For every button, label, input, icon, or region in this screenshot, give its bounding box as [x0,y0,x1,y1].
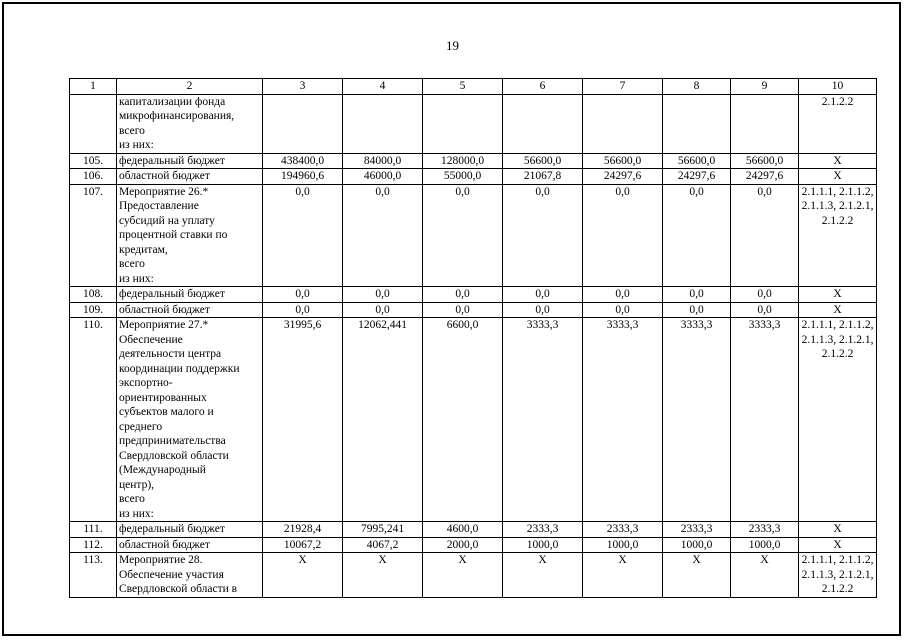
row-number-cell: 113. [70,553,117,598]
value-cell: 0,0 [423,184,503,287]
row-name-cell: федеральный бюджет [117,153,263,169]
ref-cell: 2.1.1.1, 2.1.1.2, 2.1.1.3, 2.1.2.1, 2.1.2.2 [799,318,877,522]
value-cell: X [263,553,343,598]
row-number-cell: 109. [70,302,117,318]
value-cell [731,94,799,153]
header-cell: 6 [503,79,583,95]
value-cell: 56600,0 [583,153,663,169]
value-cell: 2333,3 [583,522,663,538]
row-name-cell: областной бюджет [117,537,263,553]
table-row [70,153,877,169]
value-cell: 3333,3 [503,318,583,522]
header-cell: 5 [423,79,503,95]
value-cell: 0,0 [343,302,423,318]
value-cell: 2333,3 [663,522,731,538]
value-cell: 4067,2 [343,537,423,553]
value-cell: 46000,0 [343,169,423,185]
table-row [70,537,877,553]
value-cell: 0,0 [423,302,503,318]
value-cell: 4600,0 [423,522,503,538]
ref-cell: X [799,302,877,318]
value-cell: 3333,3 [731,318,799,522]
ref-cell: X [799,169,877,185]
row-number-cell: 108. [70,287,117,303]
value-cell: 1000,0 [731,537,799,553]
value-cell: 1000,0 [503,537,583,553]
table-row [70,302,877,318]
value-cell: 0,0 [731,184,799,287]
value-cell: 2333,3 [731,522,799,538]
value-cell: 3333,3 [583,318,663,522]
row-name-cell: областной бюджет [117,302,263,318]
value-cell: 31995,6 [263,318,343,522]
page-number: 19 [446,38,459,53]
value-cell: X [731,553,799,598]
value-cell: 194960,6 [263,169,343,185]
value-cell [343,94,423,153]
budget-table [69,78,877,598]
value-cell: X [583,553,663,598]
value-cell: 21067,8 [503,169,583,185]
value-cell [503,94,583,153]
table-row [70,287,877,303]
value-cell: 12062,441 [343,318,423,522]
value-cell: 0,0 [503,302,583,318]
value-cell: 0,0 [583,184,663,287]
header-cell: 7 [583,79,663,95]
value-cell: 128000,0 [423,153,503,169]
value-cell: 1000,0 [583,537,663,553]
value-cell: 438400,0 [263,153,343,169]
ref-cell: 2.1.1.1, 2.1.1.2, 2.1.1.3, 2.1.2.1, 2.1.2.2 [799,184,877,287]
value-cell: 2333,3 [503,522,583,538]
value-cell: 0,0 [343,184,423,287]
row-number-cell: 110. [70,318,117,522]
ref-cell: X [799,537,877,553]
table-row [70,553,877,598]
value-cell: 56600,0 [503,153,583,169]
value-cell: 0,0 [503,184,583,287]
value-cell: X [343,553,423,598]
table-header-row [70,79,877,95]
row-number-cell: 111. [70,522,117,538]
value-cell: 10067,2 [263,537,343,553]
row-number-cell: 112. [70,537,117,553]
value-cell: 1000,0 [663,537,731,553]
ref-cell: X [799,287,877,303]
table-row [70,522,877,538]
header-cell: 4 [343,79,423,95]
value-cell [663,94,731,153]
header-cell: 9 [731,79,799,95]
value-cell: 0,0 [663,302,731,318]
header-cell: 1 [70,79,117,95]
value-cell: 0,0 [263,302,343,318]
value-cell: X [663,553,731,598]
row-name-cell: Мероприятие 28. Обеспечение участия Свердловской области в [117,553,263,598]
ref-cell: 2.1.2.2 [799,94,877,153]
value-cell: 0,0 [731,287,799,303]
value-cell: 24297,6 [731,169,799,185]
value-cell: 0,0 [503,287,583,303]
ref-cell: X [799,153,877,169]
value-cell: 2000,0 [423,537,503,553]
header-cell: 3 [263,79,343,95]
table-row [70,169,877,185]
value-cell: X [423,553,503,598]
value-cell: 3333,3 [663,318,731,522]
value-cell: X [503,553,583,598]
row-name-cell: областной бюджет [117,169,263,185]
ref-cell: X [799,522,877,538]
header-cell: 8 [663,79,731,95]
row-name-cell: Мероприятие 27.* Обеспечение деятельности центра координации поддержки экспортно- ориентированных субъектов малого и среднего предпринимательства Свердловской области (Международный центр), всего из них: [117,318,263,522]
row-number-cell: 106. [70,169,117,185]
value-cell: 6600,0 [423,318,503,522]
row-number-cell: 105. [70,153,117,169]
value-cell: 7995,241 [343,522,423,538]
value-cell: 0,0 [583,302,663,318]
table-row-continuation [70,94,877,153]
row-name-cell: федеральный бюджет [117,522,263,538]
table-row [70,318,877,522]
value-cell: 24297,6 [663,169,731,185]
value-cell: 21928,4 [263,522,343,538]
ref-cell: 2.1.1.1, 2.1.1.2, 2.1.1.3, 2.1.2.1, 2.1.2.2 [799,553,877,598]
value-cell: 0,0 [343,287,423,303]
value-cell: 0,0 [583,287,663,303]
value-cell: 84000,0 [343,153,423,169]
row-name-cell: Мероприятие 26.* Предоставление субсидий на уплату процентной ставки по кредитам, всего из них: [117,184,263,287]
row-number-cell [70,94,117,153]
row-number-cell: 107. [70,184,117,287]
value-cell: 0,0 [663,287,731,303]
value-cell [583,94,663,153]
value-cell: 56600,0 [663,153,731,169]
row-name-cell: капитализации фонда микрофинансирования, всего из них: [117,94,263,153]
value-cell [263,94,343,153]
value-cell: 0,0 [263,184,343,287]
value-cell: 56600,0 [731,153,799,169]
header-cell: 10 [799,79,877,95]
value-cell: 0,0 [731,302,799,318]
value-cell: 0,0 [263,287,343,303]
value-cell: 0,0 [663,184,731,287]
row-name-cell: федеральный бюджет [117,287,263,303]
value-cell: 0,0 [423,287,503,303]
value-cell: 55000,0 [423,169,503,185]
value-cell [423,94,503,153]
value-cell: 24297,6 [583,169,663,185]
table-row [70,184,877,287]
header-cell: 2 [117,79,263,95]
